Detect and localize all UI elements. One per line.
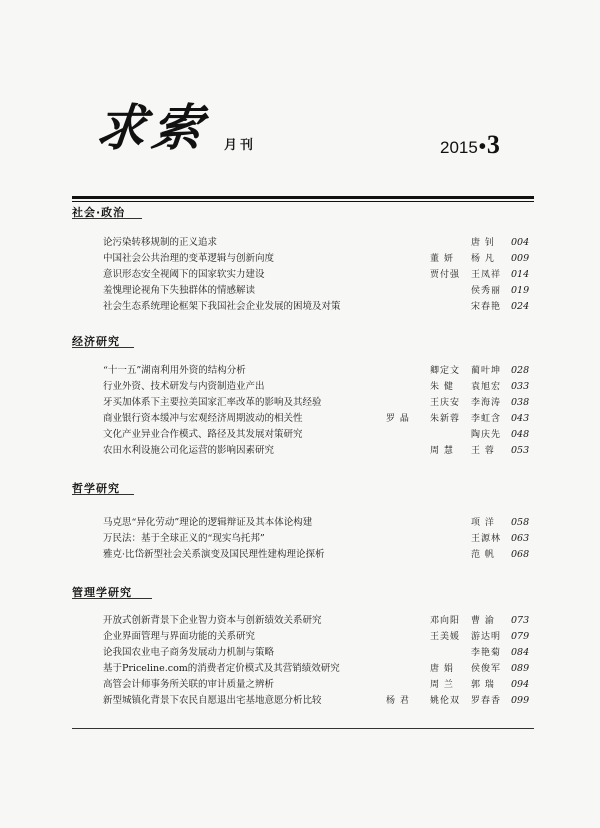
toc-row[interactable] [0, 662, 600, 678]
article-title: 论我国农业电子商务发展动力机制与策略 [103, 647, 275, 658]
page-number: 043 [511, 413, 530, 424]
toc-row[interactable] [0, 630, 600, 646]
footer-rule [72, 728, 534, 729]
author: 陶庆先 [471, 430, 502, 440]
author: 邓向阳 [430, 616, 461, 626]
page-number: 048 [511, 429, 530, 440]
page-number: 099 [511, 695, 530, 706]
page-number: 014 [511, 269, 530, 280]
issue-num: 3 [486, 130, 500, 159]
article-title: 行业外资、技术研发与内资制造业产出 [103, 381, 265, 392]
author: 蔺叶坤 [471, 366, 502, 376]
toc-row[interactable] [0, 300, 600, 316]
section-title-management: 管理学研究 [72, 586, 132, 599]
author: 卿定文 [430, 366, 461, 376]
article-title: 开放式创新背景下企业智力资本与创新绩效关系研究 [103, 615, 322, 626]
toc-row[interactable] [0, 548, 600, 564]
toc-row[interactable] [0, 236, 600, 252]
issue-number [440, 130, 500, 160]
author: 周 慧 [430, 446, 454, 456]
article-title: 论污染转移规制的正义追求 [103, 237, 218, 248]
author: 唐 钊 [471, 238, 495, 248]
page-number: 058 [511, 517, 530, 528]
author: 游达明 [471, 632, 502, 642]
author: 李虹含 [471, 414, 502, 424]
toc-row[interactable] [0, 396, 600, 412]
article-title: 文化产业异业合作模式、路径及其发展对策研究 [103, 429, 303, 440]
article-title: 中国社会公共治理的变革逻辑与创新向度 [103, 253, 275, 264]
author: 范 帆 [471, 550, 495, 560]
article-title: 羞愧理论视角下失独群体的情感解读 [103, 285, 256, 296]
author: 王 蓉 [471, 446, 495, 456]
article-title: 雅克·比岱新型社会关系演变及国民理性建构理论探析 [103, 549, 325, 560]
toc-row[interactable] [0, 646, 600, 662]
author: 郭 瑞 [471, 680, 495, 690]
author: 杨 君 [386, 696, 410, 706]
article-title: 牙买加体系下主要拉美国家汇率改革的影响及其经验 [103, 397, 322, 408]
toc-row[interactable] [0, 614, 600, 630]
page-number: 094 [511, 679, 530, 690]
article-title: 意识形态安全视阈下的国家软实力建设 [103, 269, 265, 280]
author: 侯秀丽 [471, 286, 502, 296]
author: 姚伦双 [430, 696, 461, 706]
toc-row[interactable] [0, 380, 600, 396]
article-title: 马克思“异化劳动”理论的逻辑辩证及其本体论构建 [103, 517, 313, 528]
author: 王源林 [471, 534, 502, 544]
page-number: 028 [511, 365, 530, 376]
author: 朱新蓉 [430, 414, 461, 424]
issue-dot: • [478, 136, 486, 158]
author: 项 洋 [471, 518, 495, 528]
page-number: 079 [511, 631, 530, 642]
toc-row[interactable] [0, 412, 600, 428]
journal-subtitle: 月刊 [224, 138, 257, 153]
article-title: 商业银行资本缓冲与宏观经济周期波动的相关性 [103, 413, 303, 424]
page-number: 038 [511, 397, 530, 408]
article-title: “十一五”湖南利用外资的结构分析 [103, 365, 246, 376]
journal-title: 求索 [92, 98, 212, 157]
article-title: 新型城镇化背景下农民自愿退出宅基地意愿分析比较 [103, 695, 322, 706]
toc-row[interactable] [0, 252, 600, 268]
masthead [92, 98, 516, 168]
article-title: 农田水利设施公司化运营的影响因素研究 [103, 445, 275, 456]
author: 王凤祥 [471, 270, 502, 280]
toc-row[interactable] [0, 678, 600, 694]
page-number: 019 [511, 285, 530, 296]
section-title-economics: 经济研究 [72, 335, 120, 348]
page-number: 084 [511, 647, 530, 658]
author: 曹 渝 [471, 616, 495, 626]
author: 贾付强 [430, 270, 461, 280]
toc-row[interactable] [0, 532, 600, 548]
article-title: 万民法：基于全球正义的“现实乌托邦” [103, 533, 265, 544]
section-underline [72, 347, 134, 348]
article-title: 基于Priceline.com的消费者定价模式及其营销绩效研究 [103, 663, 340, 674]
header-rule [72, 196, 534, 202]
toc-row[interactable] [0, 516, 600, 532]
page-number: 033 [511, 381, 530, 392]
author: 李海涛 [471, 398, 502, 408]
author: 宋春艳 [471, 302, 502, 312]
author: 李艳菊 [471, 648, 502, 658]
toc-row[interactable] [0, 694, 600, 710]
article-title: 高管会计师事务所关联的审计质量之辨析 [103, 679, 275, 690]
author: 袁旭宏 [471, 382, 502, 392]
page-number: 073 [511, 615, 530, 626]
section-title-social-politics: 社会·政治 [72, 206, 126, 219]
author: 唐 娟 [430, 664, 454, 674]
author: 朱 健 [430, 382, 454, 392]
author: 侯俊军 [471, 664, 502, 674]
page-number: 068 [511, 549, 530, 560]
author: 罗 晶 [386, 414, 410, 424]
page-number: 053 [511, 445, 530, 456]
toc-row[interactable] [0, 284, 600, 300]
page-number: 063 [511, 533, 530, 544]
page-number: 009 [511, 253, 530, 264]
issue-year: 2015 [440, 138, 478, 157]
article-title: 企业界面管理与界面功能的关系研究 [103, 631, 256, 642]
author: 周 兰 [430, 680, 454, 690]
toc-row[interactable] [0, 268, 600, 284]
author: 董 妍 [430, 254, 454, 264]
page-number: 004 [511, 237, 530, 248]
article-title: 社会生态系统理论框架下我国社会企业发展的困境及对策 [103, 301, 341, 312]
page-number: 089 [511, 663, 530, 674]
section-underline [72, 598, 152, 599]
toc-row[interactable] [0, 428, 600, 444]
section-title-philosophy: 哲学研究 [72, 482, 120, 495]
author: 王庆安 [430, 398, 461, 408]
author: 罗春香 [471, 696, 502, 706]
section-underline [72, 218, 142, 219]
author: 杨 凡 [471, 254, 495, 264]
toc-row[interactable] [0, 444, 600, 460]
section-underline [72, 494, 134, 495]
toc-row[interactable] [0, 364, 600, 380]
author: 王美媛 [430, 632, 461, 642]
page-number: 024 [511, 301, 530, 312]
